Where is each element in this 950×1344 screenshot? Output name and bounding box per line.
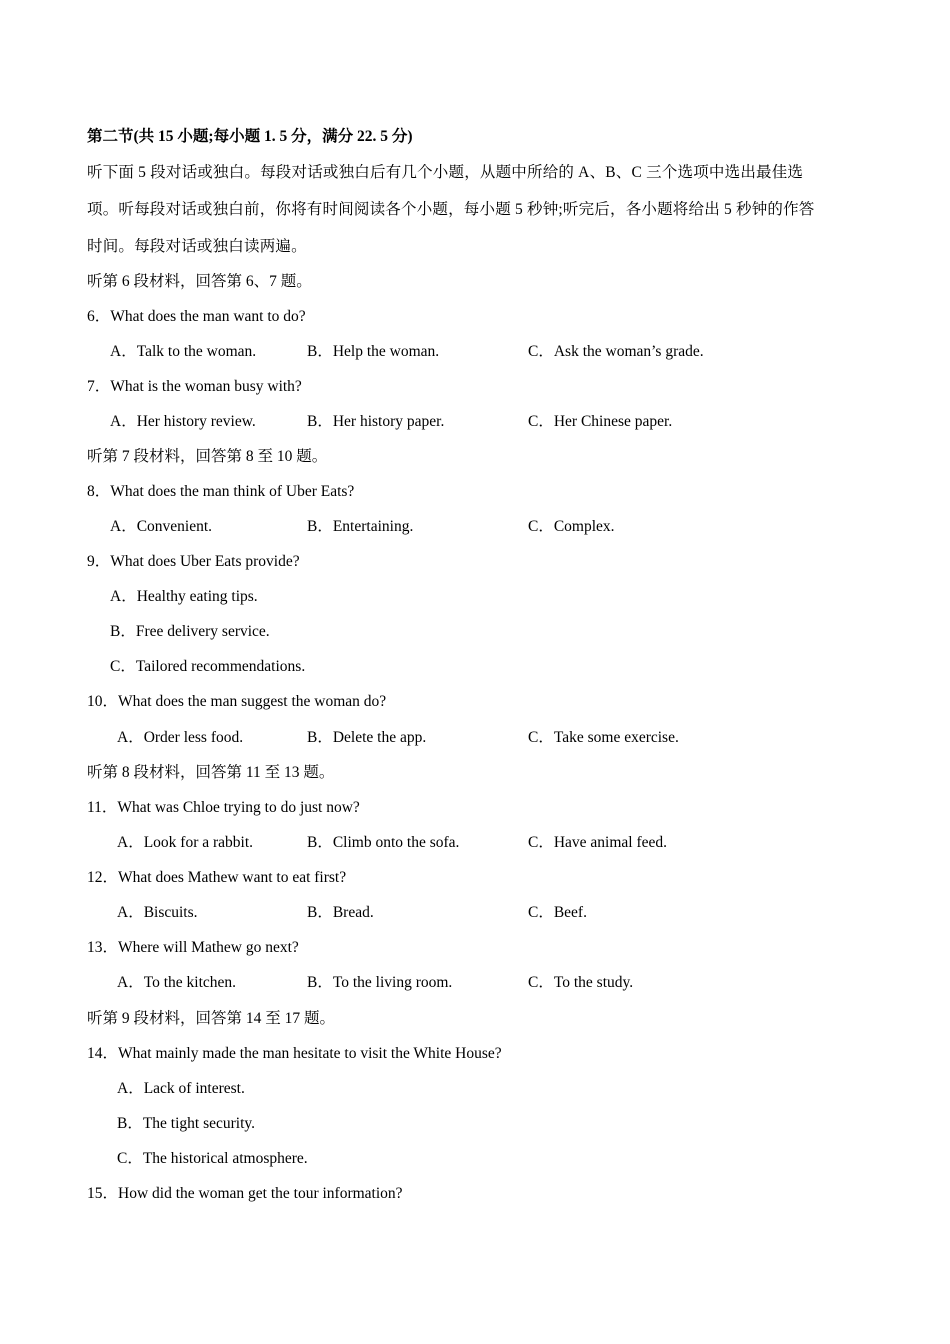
question-12-option-b[interactable]: B．Bread. — [307, 904, 374, 921]
question-10-option-b[interactable]: B．Delete the app. — [307, 729, 427, 746]
instructions-line-1: 听下面 5 段对话或独白。每段对话或独白后有几个小题，从题中所给的 A、B、C 三个选项中选出最佳选 — [87, 164, 804, 181]
question-9-option-c[interactable]: C．Tailored recommendations. — [110, 658, 306, 675]
question-13-option-c[interactable]: C．To the study. — [528, 974, 634, 991]
question-10-option-a[interactable]: A．Order less food. — [117, 729, 244, 746]
question-11-option-a[interactable]: A．Look for a rabbit. — [117, 834, 254, 851]
question-8-option-b[interactable]: B．Entertaining. — [307, 518, 414, 535]
question-14: 14．What mainly made the man hesitate to visit the White House? — [87, 1045, 502, 1062]
question-6-option-a[interactable]: A．Talk to the woman. — [110, 343, 257, 360]
question-8-option-a[interactable]: A．Convenient. — [110, 518, 213, 535]
question-6: 6．What does the man want to do? — [87, 308, 306, 325]
question-7-option-c[interactable]: C．Her Chinese paper. — [528, 413, 673, 430]
question-7: 7．What is the woman busy with? — [87, 378, 302, 395]
question-10: 10．What does the man suggest the woman do? — [87, 693, 387, 710]
question-13-option-a[interactable]: A．To the kitchen. — [117, 974, 237, 991]
question-12-option-c[interactable]: C．Beef. — [528, 904, 587, 921]
question-12-option-a[interactable]: A．Biscuits. — [117, 904, 198, 921]
group-heading-9: 听第 9 段材料，回答第 14 至 17 题。 — [87, 1010, 336, 1027]
group-heading-7: 听第 7 段材料，回答第 8 至 10 题。 — [87, 448, 328, 465]
question-13: 13．Where will Mathew go next? — [87, 939, 299, 956]
question-11: 11．What was Chloe trying to do just now? — [87, 799, 360, 816]
group-heading-6: 听第 6 段材料，回答第 6、7 题。 — [87, 273, 312, 290]
question-14-option-c[interactable]: C．The historical atmosphere. — [117, 1150, 308, 1167]
question-6-option-c[interactable]: C．Ask the woman’s grade. — [528, 343, 704, 360]
question-8: 8．What does the man think of Uber Eats? — [87, 483, 355, 500]
question-11-option-c[interactable]: C．Have animal feed. — [528, 834, 668, 851]
question-9: 9．What does Uber Eats provide? — [87, 553, 300, 570]
question-12: 12．What does Mathew want to eat first? — [87, 869, 347, 886]
question-14-option-a[interactable]: A．Lack of interest. — [117, 1080, 245, 1097]
question-7-option-a[interactable]: A．Her history review. — [110, 413, 256, 430]
question-6-option-b[interactable]: B．Help the woman. — [307, 343, 440, 360]
question-11-option-b[interactable]: B．Climb onto the sofa. — [307, 834, 460, 851]
question-13-option-b[interactable]: B．To the living room. — [307, 974, 453, 991]
question-7-option-b[interactable]: B．Her history paper. — [307, 413, 445, 430]
question-14-option-b[interactable]: B．The tight security. — [117, 1115, 256, 1132]
group-heading-8: 听第 8 段材料，回答第 11 至 13 题。 — [87, 764, 335, 781]
question-9-option-a[interactable]: A．Healthy eating tips. — [110, 588, 258, 605]
question-15: 15．How did the woman get the tour information? — [87, 1185, 403, 1202]
instructions-line-2: 项。听每段对话或独白前，你将有时间阅读各个小题，每小题 5 秒钟;听完后，各小题将给出 5 秒钟的作答 — [87, 201, 815, 218]
question-9-option-b[interactable]: B．Free delivery service. — [110, 623, 270, 640]
instructions-line-3: 时间。每段对话或独白读两遍。 — [87, 238, 307, 255]
section-title: 第二节(共 15 小题;每小题 1. 5 分，满分 22. 5 分) — [87, 128, 413, 145]
question-10-option-c[interactable]: C．Take some exercise. — [528, 729, 679, 746]
question-8-option-c[interactable]: C．Complex. — [528, 518, 615, 535]
